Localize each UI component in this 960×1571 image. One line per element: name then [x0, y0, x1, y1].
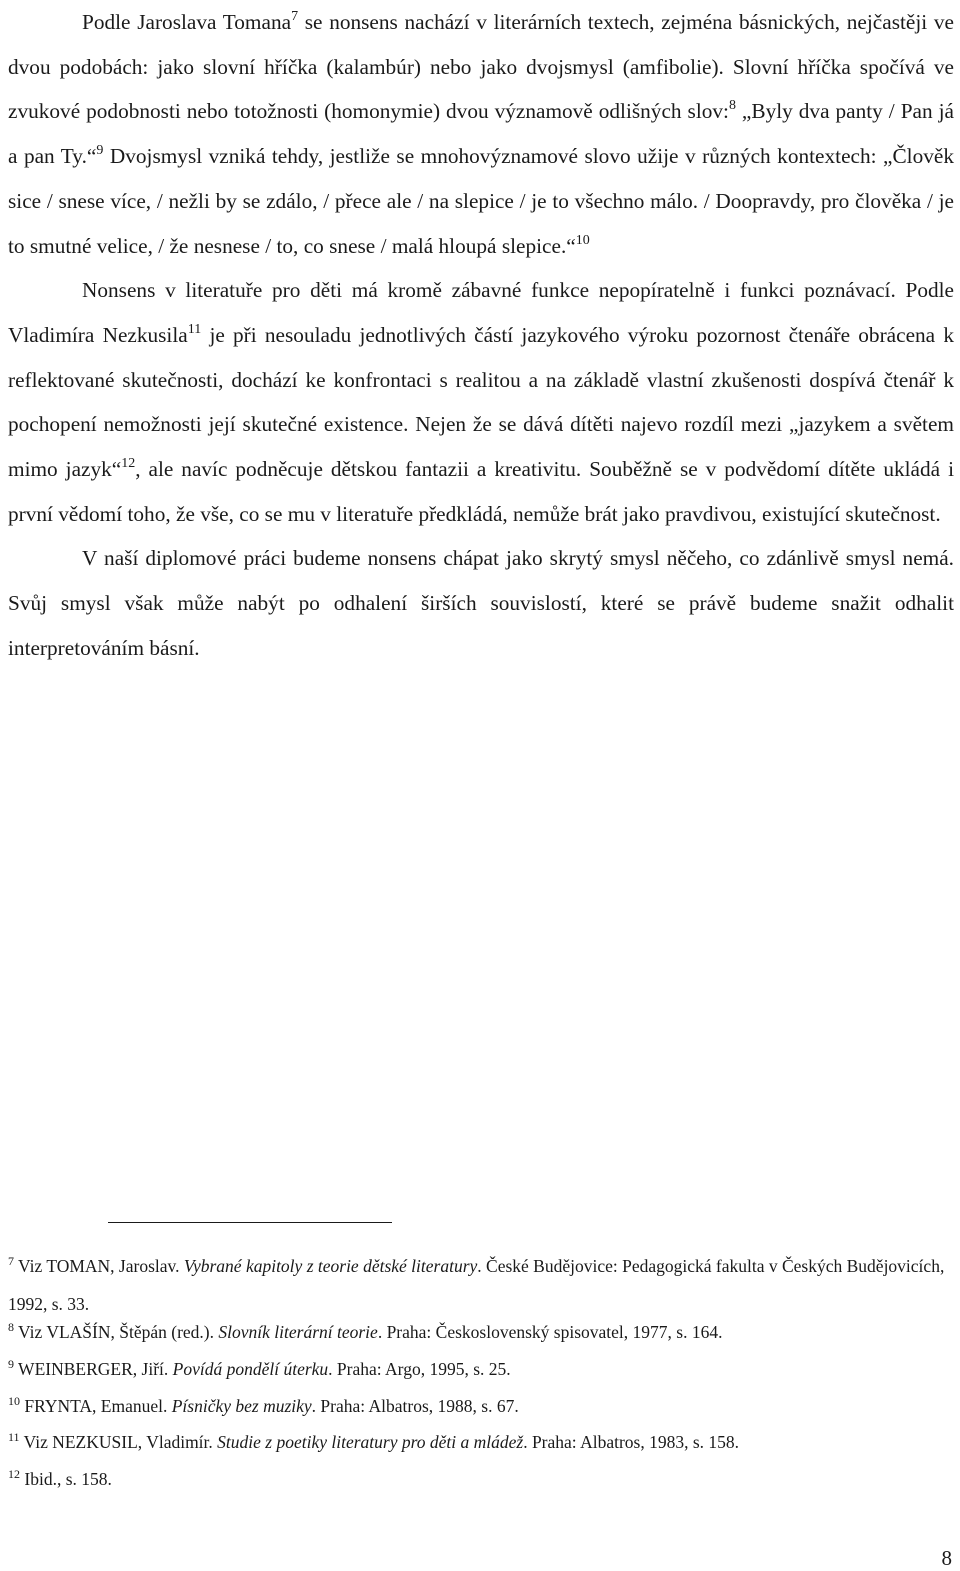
- footnote-text: WEINBERGER, Jiří.: [14, 1358, 173, 1379]
- footnote-7: [8, 1248, 956, 1323]
- page-number: 8: [941, 1546, 952, 1570]
- footnote-text: Viz NEZKUSIL, Vladimír.: [19, 1432, 218, 1453]
- footnote-title: Písničky bez muziky: [171, 1395, 312, 1416]
- footnote-text: . Praha: Argo, 1995, s. 25.: [328, 1358, 511, 1379]
- footnote-text: FRYNTA, Emanuel.: [20, 1395, 172, 1416]
- footnote-separator: [108, 1222, 392, 1223]
- footnote-ref-11[interactable]: 11: [187, 321, 202, 337]
- footnote-text: . České Budějovice: Pedagogická fakulta v Českých Budějovicích, 1992, s. 33.: [8, 1256, 945, 1314]
- footnote-text: . Praha: Československý spisovatel, 1977, s. 164.: [377, 1322, 723, 1342]
- footnote-12: [8, 1467, 956, 1490]
- footnote-number: 9: [8, 1356, 14, 1371]
- footnote-number: 11: [8, 1430, 20, 1445]
- paragraph-cognitive-function: [8, 268, 954, 536]
- footnote-number: 8: [8, 1320, 14, 1334]
- footnote-ref-12[interactable]: 12: [121, 456, 136, 472]
- paragraph-thesis-definition: V naší diplomové práci budeme nonsens chápat jako skrytý smysl něčeho, co zdánlivě smysl nemá. Svůj smysl však může nabýt po odhalení širších souvislostí, které se právě budeme snažit odhalit interpretováním básní.: [8, 546, 954, 660]
- text-run: Podle Jaroslava Tomana: [82, 10, 292, 34]
- footnote-text: . Praha: Albatros, 1988, s. 67.: [311, 1395, 519, 1416]
- footnote-number: 7: [8, 1254, 14, 1268]
- footnote-number: 10: [8, 1393, 20, 1408]
- text-run: se nonsens nachází v literárních textech, zejména básnických, nejčastěji ve dvou podobách: jako slovní hříčka (kalambúr) nebo jako dvojsmysl (amfibolie). Slovní hříčka spočívá ve zvukové podobnosti nebo totožnosti (homonymie) dvou významově odlišných slov:: [8, 10, 954, 124]
- quote-ambiguity: Dvojsmysl vzniká tehdy, jestliže se mnohovýznamové slovo užije v různých kontextech: „Člověk sice / snese více, / nežli by se zdálo, / přece ale / na slepice / je to všechno málo. / Doopravdy, pro člověka / je to smutné velice, / že nesnese / to, co snese / malá hloupá slepice.“: [8, 144, 954, 258]
- footnote-text: . Praha: Albatros, 1983, s. 158.: [523, 1432, 740, 1453]
- footnote-ref-8[interactable]: 8: [728, 98, 736, 114]
- footnote-9: [8, 1356, 956, 1379]
- footnote-10: [8, 1393, 956, 1416]
- footnote-title: Slovník literární teorie: [218, 1322, 378, 1342]
- footnotes: [8, 1248, 956, 1488]
- footnote-text: Ibid., s. 158.: [20, 1469, 112, 1490]
- footnote-text: Viz TOMAN, Jaroslav.: [14, 1256, 184, 1276]
- footnote-ref-9[interactable]: 9: [96, 143, 104, 159]
- footnote-11: [8, 1430, 956, 1453]
- text-run: je při nesouladu jednotlivých částí jazykového výroku pozornost čtenáře obrácena k reflektované skutečnosti, dochází ke konfrontaci s realitou a na základě vlastní zkušenosti dospívá čtenář k pochopení nemožnosti její skutečné existence. Nejen že se dává dítěti najevo rozdíl mezi „jazykem a světem mimo jazyk“: [8, 322, 954, 482]
- body-text: [8, 0, 954, 671]
- footnote-title: Povídá pondělí úterku: [172, 1358, 329, 1379]
- footnote-title: Studie z poetiky literatury pro děti a mládež: [217, 1432, 524, 1453]
- text-run: Nonsens v literatuře pro děti má kromě zábavné funkce nepopíratelně i funkci poznávací. Podle Vladimíra Nezkusila: [8, 278, 954, 347]
- footnote-title: Vybrané kapitoly z teorie dětské literatury: [183, 1256, 478, 1276]
- footnote-number: 12: [8, 1467, 20, 1482]
- paragraph-nonsense-forms: [8, 0, 954, 268]
- footnote-text: Viz VLAŠÍN, Štěpán (red.).: [14, 1322, 219, 1342]
- footnote-8: [8, 1320, 956, 1342]
- text-run: , ale navíc podněcuje dětskou fantazii a kreativitu. Souběžně se v podvědomí dítěte ukládá i první vědomí toho, že vše, co se mu v literatuře předkládá, nemůže brát jako pravdivou, existující skutečnost.: [8, 457, 954, 526]
- footnote-ref-10[interactable]: 10: [575, 232, 590, 248]
- quote-pun: „Byly dva panty / Pan já a pan Ty.“: [8, 99, 954, 169]
- footnote-ref-7[interactable]: 7: [291, 9, 299, 24]
